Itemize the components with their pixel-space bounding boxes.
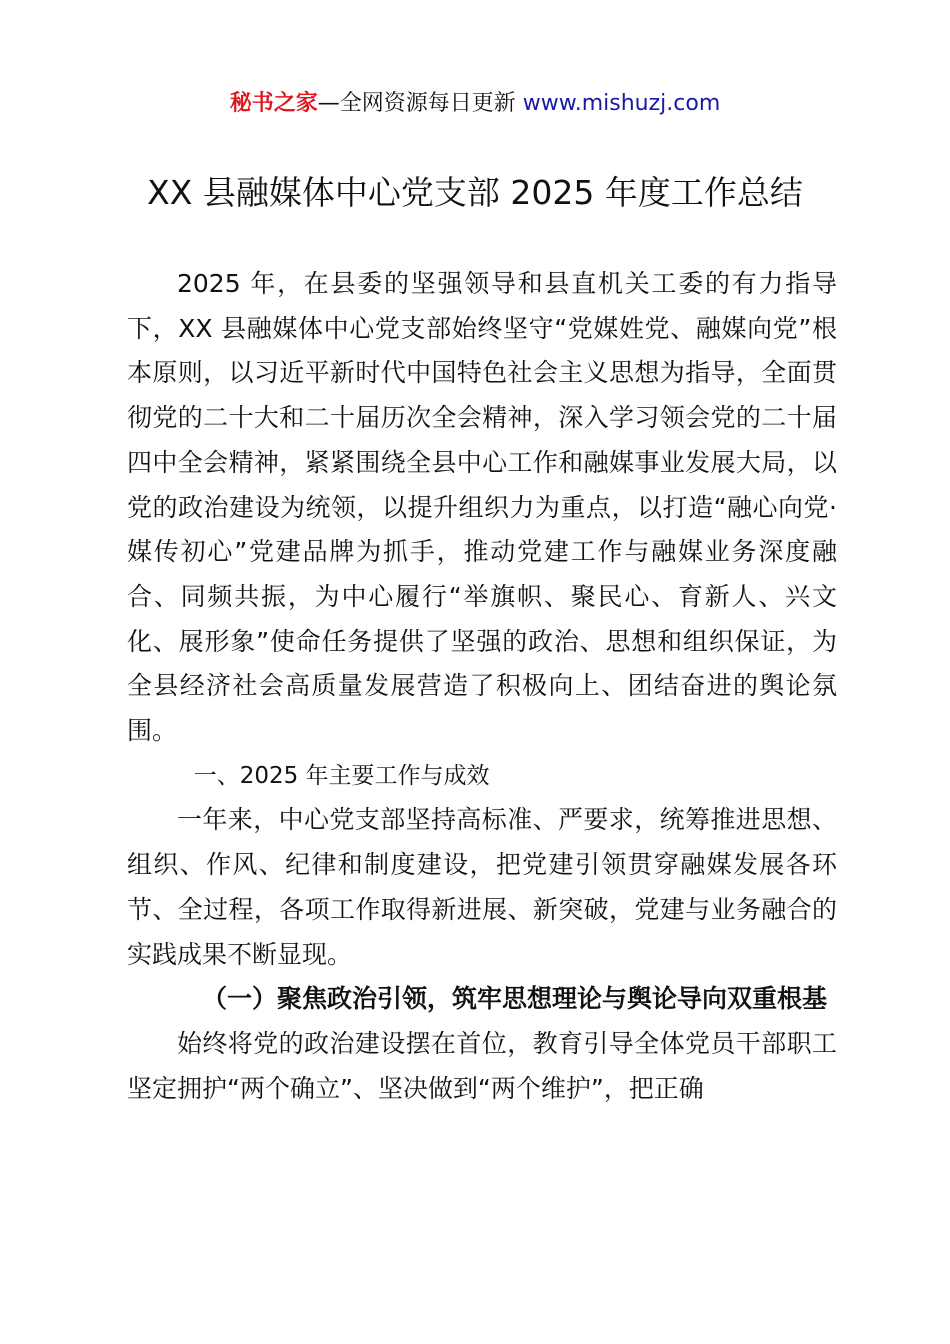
section-heading: 一、2025 年主要工作与成效 — [193, 762, 490, 789]
subsection-paragraph: 始终将党的政治建设摆在首位，教育引导全体党员干部职工坚定拥护“两个确立”、坚决做到“两个维护”，把正确 — [127, 1028, 837, 1103]
site-url-link[interactable]: www.mishuzj.com — [522, 91, 721, 116]
site-brand: 秘书之家 — [229, 91, 318, 116]
section-paragraph: 一年来，中心党支部坚持高标准、严要求，统筹推进思想、组织、作风、纪律和制度建设，把党建引领贯穿融媒发展各环节、全过程，各项工作取得新进展、新突破，党建与业务融合的实践成果不断显现。 — [127, 805, 837, 969]
site-header — [0, 88, 950, 120]
site-tagline: —全网资源每日更新 — [317, 91, 523, 116]
subsection-heading: （一）聚焦政治引领，筑牢思想理论与舆论导向双重根基 — [202, 984, 828, 1014]
intro-paragraph: 2025 年，在县委的坚强领导和县直机关工委的有力指导下，XX 县融媒体中心党支部始终坚守“党媒姓党、融媒向党”根本原则，以习近平新时代中国特色社会主义思想为指导，全面贯彻党的二十大和二十届历次全会精神，深入学习领会党的二十届四中全会精神，紧紧围绕全县中心工作和融媒事业发展大局，以党的政治建设为统领，以提升组织力为重点，以打造“融心向党·媒传初心”党建品牌为抓手，推动党建工作与融媒业务深度融合、同频共振，为中心履行“举旗帜、聚民心、育新人、兴文化、展形象”使命任务提供了坚强的政治、思想和组织保证，为全县经济社会高质量发展营造了积极向上、团结奋进的舆论氛围。 — [127, 269, 837, 746]
document-title: XX 县融媒体中心党支部 2025 年度工作总结 — [147, 173, 803, 212]
document-body — [127, 262, 837, 1111]
